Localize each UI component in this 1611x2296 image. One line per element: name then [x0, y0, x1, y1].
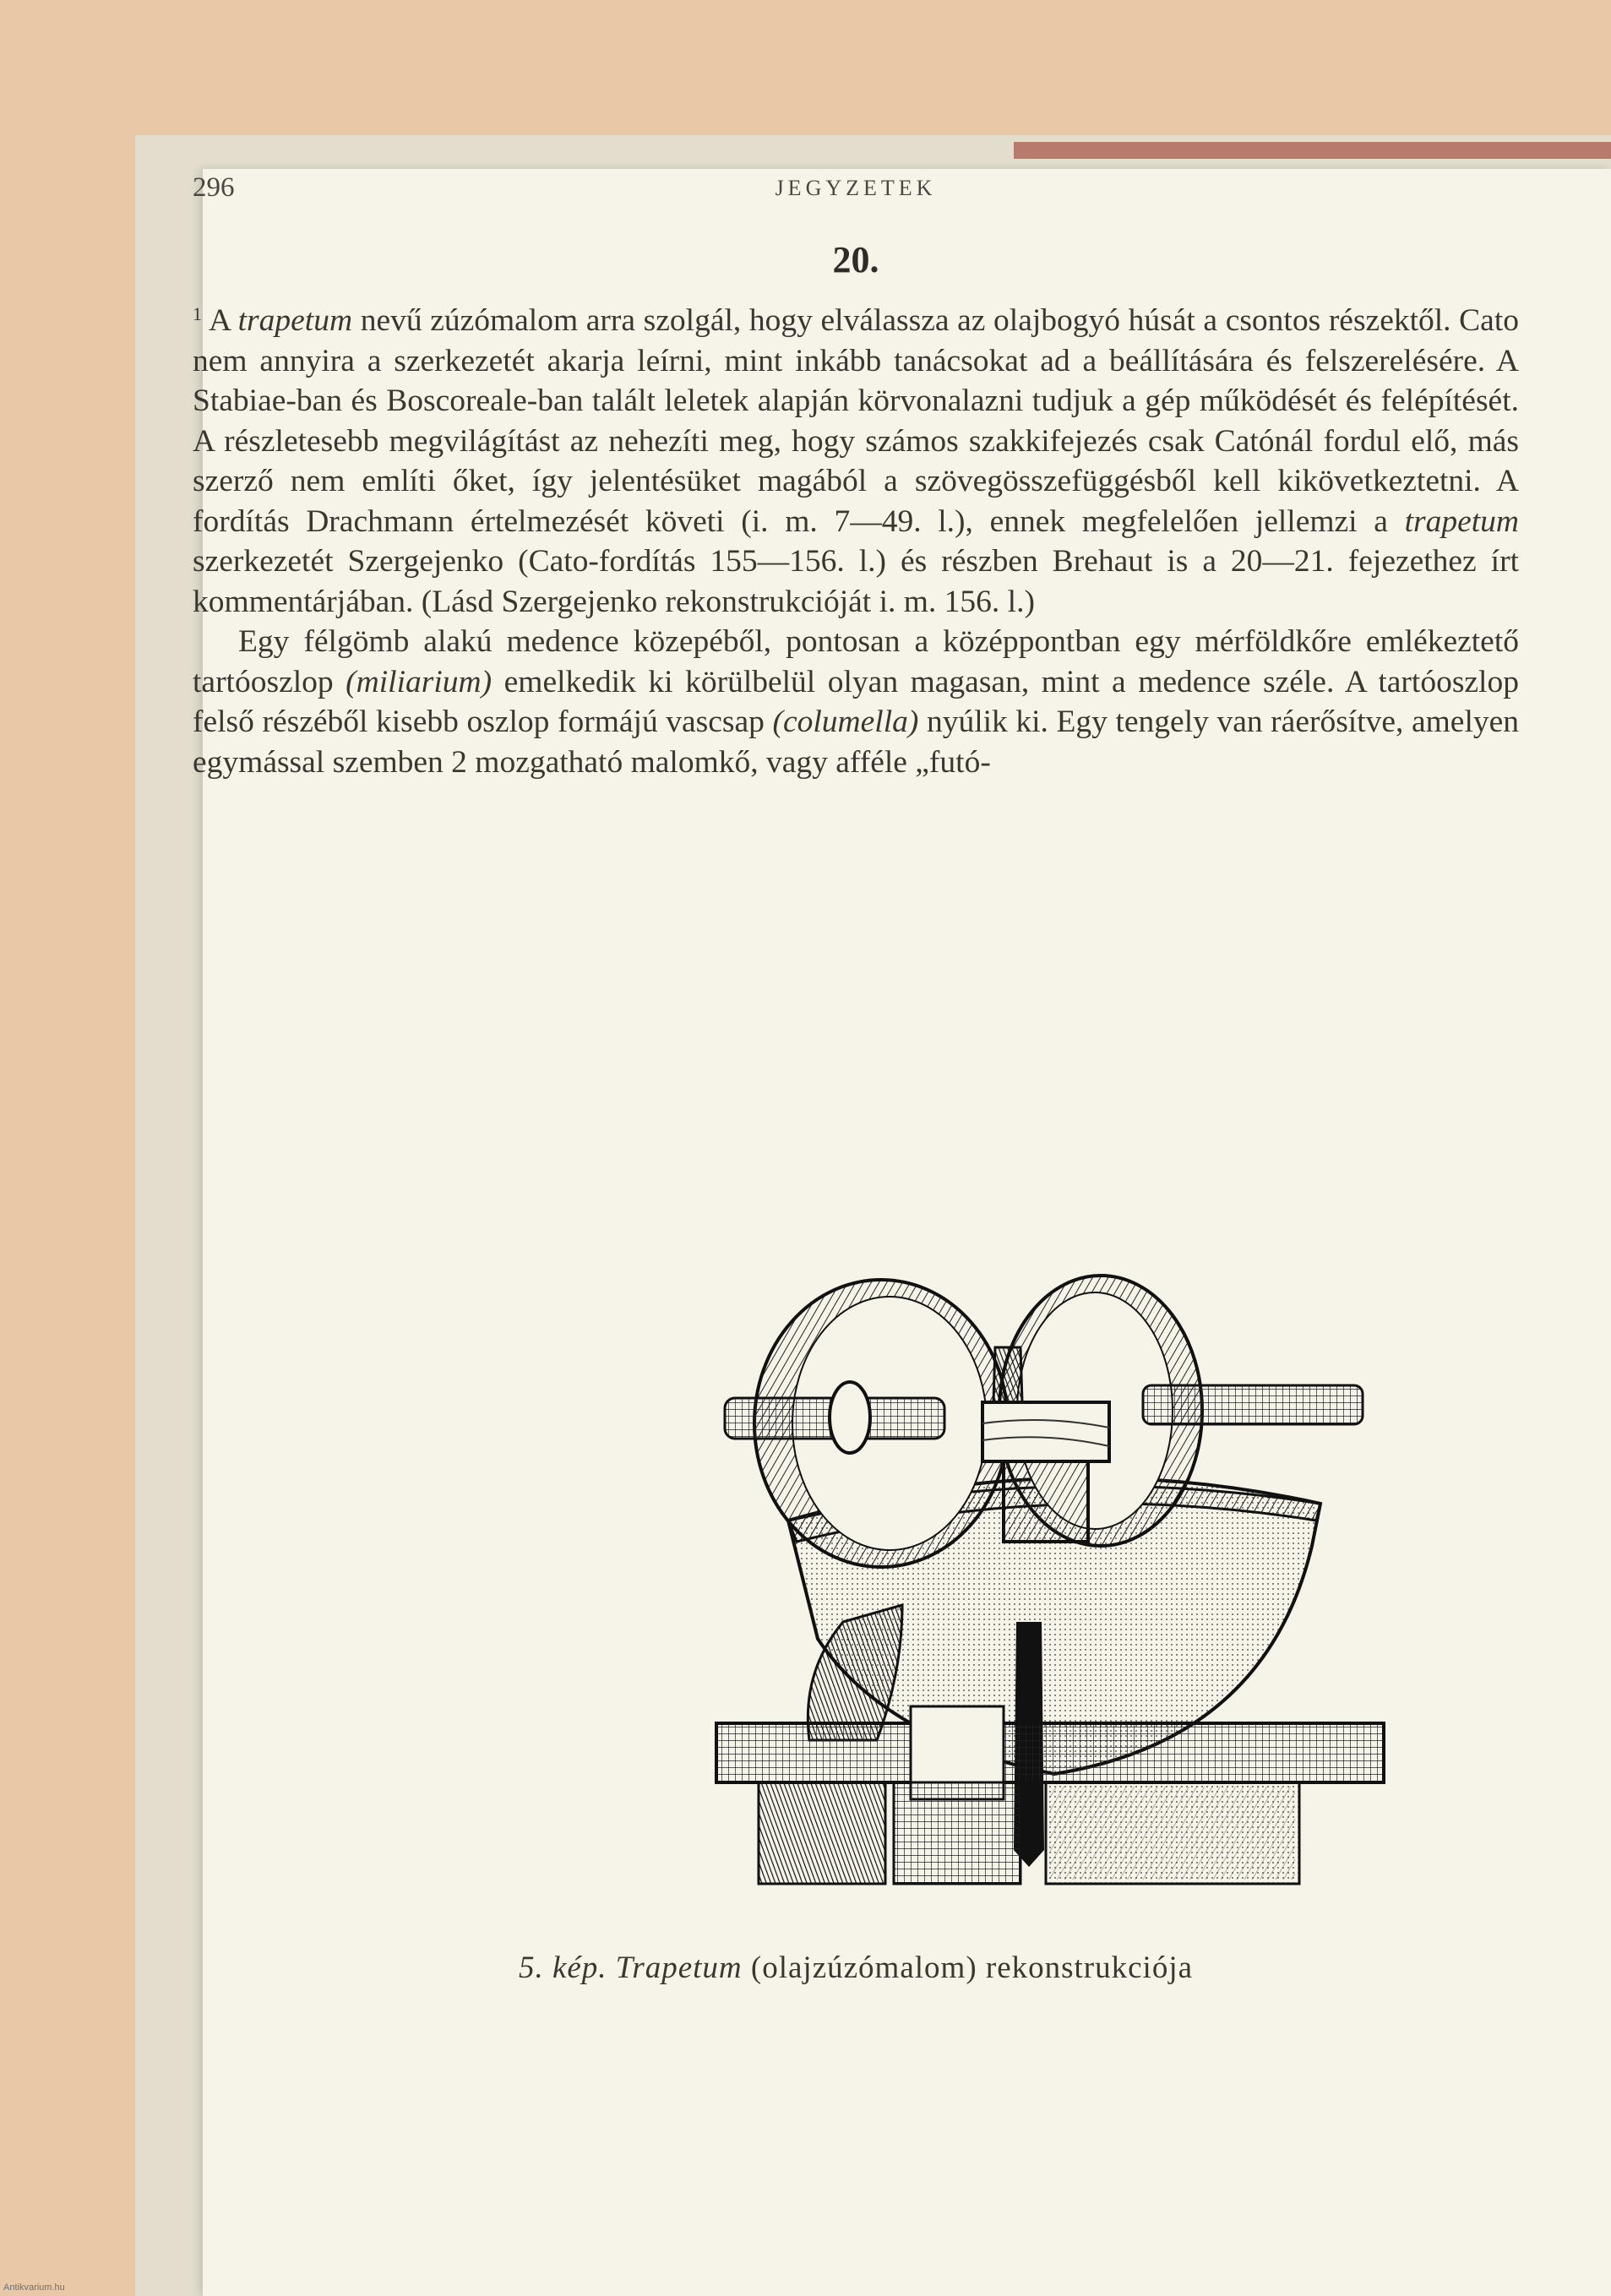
paragraph-2: [193, 622, 1519, 782]
body-text: [193, 294, 1519, 782]
text-run: A: [209, 303, 238, 338]
text-run: Egy félgömb alakú medence közepéből, pontosan a középpontban egy mérföldkőre emlékeztető tartóoszlop: [193, 624, 1519, 699]
paragraph-1: [193, 294, 1519, 622]
trapetum-illustration: [708, 1267, 1401, 1892]
caption-label: 5. kép.: [518, 1951, 607, 1985]
watermark: Antikvarium.hu: [3, 2282, 65, 2293]
running-head: JEGYZETEK: [775, 176, 937, 200]
caption-term: Trapetum: [615, 1951, 743, 1985]
caption-text: (olajzúzómalom) rekonstrukciója: [750, 1951, 1194, 1985]
text-run: szerkezetét Szergejenko (Cato-fordítás 155—156. l.) és részben Brehaut is a 20—21. fejezethez írt kommentárjában. (Lásd Szergejenko rekonstrukcióját i. m. 156. l.): [193, 544, 1519, 619]
text-run: trapetum: [237, 303, 353, 338]
chapter-number: 20.: [832, 239, 879, 280]
figure-caption: [193, 1950, 1519, 1986]
text-run: nyúlik ki. Egy tengely van ráerősítve, amelyen egymással szemben 2 mozgatható malomkő, vagy afféle „futó-: [193, 705, 1520, 780]
text-run: nevű zúzómalom arra szolgál, hogy elválassza az olajbogyó húsát a csontos részektől. Cato nem annyira a szerkezetét akarja leírni, mint inkább tanácsokat ad a beállítására és felszerelésére. A Stabiae-ban és Boscoreale-ban talált leletek alapján körvonalazni tudjuk a gép működését és felépítését. A részletesebb megvilágítást az nehezíti meg, hogy számos szakkifejezés csak Catónál fordul elő, más szerző nem említi őket, így jelentésüket magából a szövegösszefüggésből kell kikövetkeztetni. A fordítás Drachmann értelmezését követi (i. m. 7—49. l.), ennek megfelelően jellemzi a: [193, 303, 1519, 539]
paragraph-1-content: [193, 303, 1519, 619]
text-run: emelkedik ki körülbelül olyan magasan, mint a medence széle. A tartóoszlop felső részéből kisebb oszlop formájú vascsap: [193, 664, 1519, 739]
page-header: [193, 172, 1519, 215]
text-run: trapetum: [1404, 503, 1519, 539]
page-number: 296: [193, 172, 235, 203]
text-run: (columella): [772, 705, 919, 739]
text-run: (miliarium): [346, 664, 493, 699]
footnote-mark: 1: [193, 303, 202, 324]
paragraph-2-content: [193, 624, 1519, 780]
book-cover-edge: [1014, 142, 1611, 159]
